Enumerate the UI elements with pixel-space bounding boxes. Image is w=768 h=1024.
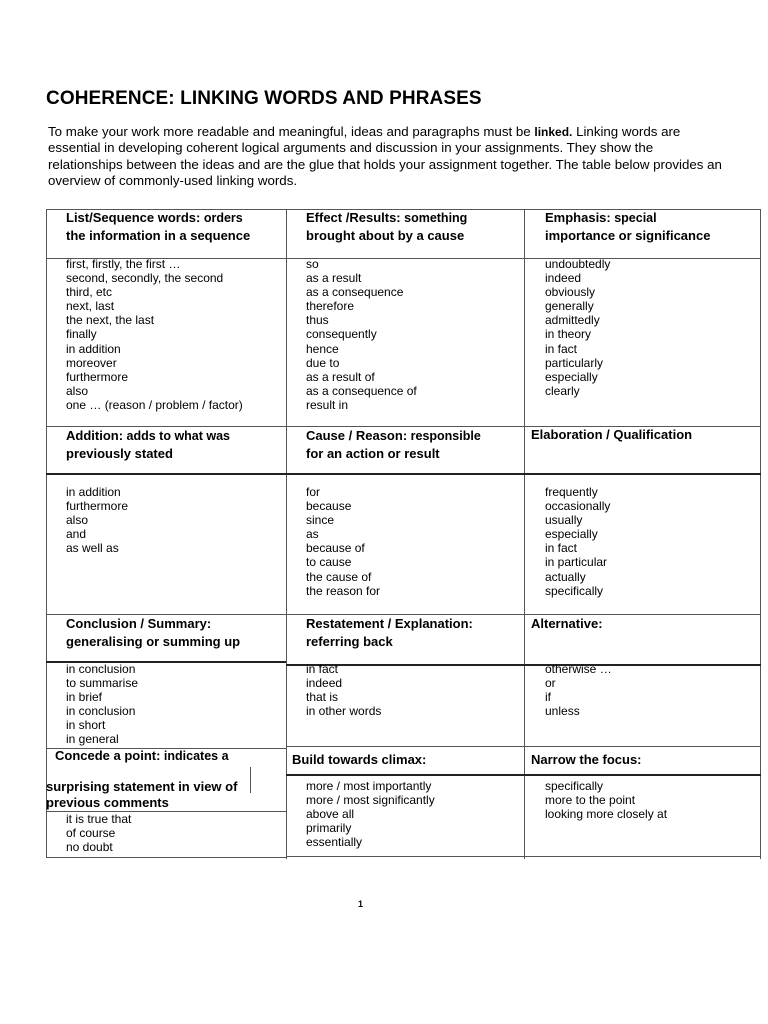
- list-item: in short: [66, 718, 106, 733]
- table-border-right: [760, 209, 761, 859]
- list-item: one … (reason / problem / factor): [66, 397, 243, 412]
- list-item: in fact: [545, 341, 578, 356]
- table-border-left: [46, 209, 47, 858]
- list-item: essentially: [306, 835, 363, 850]
- list-item: for: [306, 485, 321, 499]
- alternative-words: [545, 662, 612, 718]
- list-item: frequently: [545, 485, 598, 499]
- list-item: generally: [545, 299, 594, 314]
- list-item: in addition: [66, 485, 121, 499]
- list-item: looking more closely at: [545, 807, 668, 822]
- effect-results-words: [306, 257, 417, 412]
- page-number: 1: [358, 899, 364, 909]
- row-divider: [286, 746, 761, 747]
- list-item: or: [545, 676, 556, 691]
- list-item: and: [66, 527, 87, 542]
- list-item: because: [306, 499, 352, 514]
- effect-results-header: Effect /Results: something brought about by a cause: [306, 210, 468, 243]
- elaboration-header: Elaboration / Qualification: [531, 427, 693, 442]
- list-item: especially: [545, 369, 598, 384]
- conclusion-words: [66, 662, 138, 747]
- list-item: consequently: [306, 327, 377, 342]
- list-item: more to the point: [545, 793, 636, 808]
- cause-reason-words: [306, 485, 380, 598]
- list-item: to summarise: [66, 676, 139, 691]
- list-item: first, firstly, the first …: [66, 257, 181, 271]
- list-item: more / most significantly: [306, 793, 435, 808]
- list-item: obviously: [545, 285, 596, 300]
- list-item: it is true that: [66, 812, 132, 826]
- list-item: due to: [306, 355, 340, 370]
- list-item: actually: [545, 569, 586, 584]
- cell-fragment-line: [250, 767, 251, 793]
- list-item: specifically: [545, 779, 604, 793]
- list-item: of course: [66, 826, 116, 841]
- list-item: in conclusion: [66, 662, 136, 676]
- list-sequence-header: List/Sequence words: orders the information in a sequence: [66, 210, 251, 243]
- restatement-header: Restatement / Explanation: referring back: [306, 616, 473, 649]
- list-item: since: [306, 513, 335, 528]
- list-item: especially: [545, 527, 598, 542]
- list-item: in particular: [545, 555, 608, 570]
- list-item: indeed: [306, 676, 343, 691]
- emphasis-words: [545, 257, 610, 398]
- list-item: the reason for: [306, 583, 381, 598]
- concede-words: [66, 812, 131, 854]
- list-item: to cause: [306, 555, 352, 570]
- list-item: otherwise …: [545, 662, 612, 676]
- list-item: in conclusion: [66, 704, 136, 719]
- list-item: clearly: [545, 383, 580, 398]
- list-item: thus: [306, 313, 329, 328]
- addition-header: Addition: adds to what was previously stated: [66, 428, 231, 461]
- list-item: usually: [545, 513, 583, 528]
- list-item: as well as: [66, 541, 119, 556]
- list-item: particularly: [545, 355, 604, 370]
- list-item: no doubt: [66, 840, 113, 855]
- list-item: finally: [66, 327, 97, 342]
- list-item: in general: [66, 732, 119, 747]
- list-item: undoubtedly: [545, 257, 611, 271]
- addition-words: [66, 485, 128, 555]
- concede-header: Concede a point: indicates a: [55, 748, 229, 763]
- list-item: in theory: [545, 327, 592, 342]
- list-item: furthermore: [66, 369, 129, 384]
- row-divider: [286, 774, 761, 776]
- list-item: if: [545, 690, 551, 705]
- cause-reason-header: Cause / Reason: responsible for an action or result: [306, 428, 481, 461]
- list-item: as: [306, 527, 319, 542]
- list-item: because of: [306, 541, 365, 556]
- list-item: second, secondly, the second: [66, 271, 224, 286]
- narrow-header: Narrow the focus:: [531, 752, 642, 767]
- restatement-words: [306, 662, 381, 718]
- list-item: so: [306, 257, 319, 271]
- page-title: COHERENCE: LINKING WORDS AND PHRASES: [46, 88, 482, 109]
- row-divider: [46, 473, 761, 475]
- emphasis-header: Emphasis: special importance or significance: [545, 210, 711, 243]
- list-item: as a consequence of: [306, 383, 417, 398]
- column-divider-2: [524, 209, 525, 859]
- list-item: also: [66, 513, 89, 528]
- list-item: in other words: [306, 704, 382, 719]
- list-item: in addition: [66, 341, 121, 356]
- list-item: as a result: [306, 271, 362, 286]
- concede-subheader: surprising statement in view of previous comments: [46, 779, 238, 810]
- list-item: in brief: [66, 690, 103, 705]
- list-item: moreover: [66, 355, 117, 370]
- list-item: third, etc: [66, 285, 113, 300]
- table-border-bottom: [286, 856, 761, 857]
- list-item: result in: [306, 397, 349, 412]
- list-item: also: [66, 383, 89, 398]
- list-item: above all: [306, 807, 355, 822]
- list-item: therefore: [306, 299, 355, 314]
- list-item: furthermore: [66, 499, 129, 514]
- elaboration-words: [545, 485, 610, 598]
- list-item: unless: [545, 704, 580, 719]
- list-item: occasionally: [545, 499, 611, 514]
- column-divider-1: [286, 209, 287, 859]
- list-item: more / most importantly: [306, 779, 432, 793]
- list-item: as a consequence: [306, 285, 404, 300]
- list-item: the cause of: [306, 569, 372, 584]
- conclusion-header: Conclusion / Summary: generalising or summing up: [66, 616, 241, 649]
- climax-words: [306, 779, 435, 849]
- climax-header: Build towards climax:: [292, 752, 427, 767]
- list-item: as a result of: [306, 369, 375, 384]
- list-item: admittedly: [545, 313, 600, 328]
- table-border-bottom: [46, 857, 286, 858]
- narrow-words: [545, 779, 667, 821]
- intro-paragraph: To make your work more readable and meaningful, ideas and paragraphs must be linked. Linking words are essential in developing coherent logical arguments and discussion in your assignments. They show the relationships between the ideas and are the glue that holds your assignment together. The table below provides an overview of commonly-used linking words.: [48, 124, 722, 189]
- list-item: next, last: [66, 299, 115, 314]
- alternative-header: Alternative:: [531, 616, 603, 631]
- list-item: hence: [306, 341, 339, 356]
- list-item: that is: [306, 690, 339, 705]
- list-item: the next, the last: [66, 313, 155, 328]
- list-item: specifically: [545, 583, 604, 598]
- list-item: in fact: [545, 541, 578, 556]
- list-item: primarily: [306, 821, 352, 836]
- list-item: in fact: [306, 662, 339, 676]
- list-item: indeed: [545, 271, 582, 286]
- list-sequence-words: [66, 257, 243, 412]
